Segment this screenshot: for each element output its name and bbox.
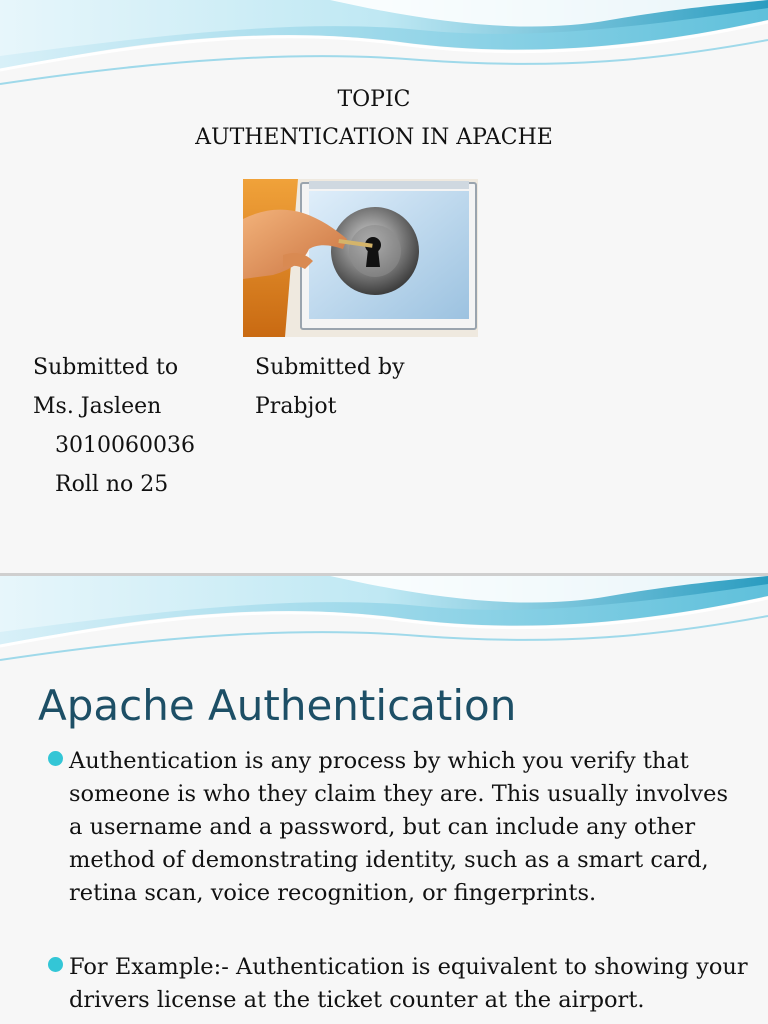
hand-key-keyhole-image [243,179,478,337]
bullet-dot-icon [48,751,63,766]
slide-title: Apache Authentication [38,681,517,730]
roll-number: Roll no 25 [55,472,169,497]
submitted-to-label: Submitted to [33,355,179,380]
bullet-item [48,951,748,1017]
bullet-dot-icon [48,957,63,972]
header-wave-decoration [0,0,768,92]
topic-title: AUTHENTICATION IN APACHE [195,125,553,150]
bullet-text: For Example:- Authentication is equivalent to showing your drivers license at the ticket counter at the airport. [69,954,748,1013]
content-slide [0,576,768,1024]
topic-label: TOPIC [337,87,411,112]
header-wave-decoration [0,576,768,668]
bullet-text: Authentication is any process by which you verify that someone is who they claim they are. This usually involves a username and a password, but can include any other method of demonstrating identity, such as a smart card, retina scan, voice recognition, or fingerprints. [69,748,729,906]
student-id: 3010060036 [55,433,195,458]
bullet-item [48,745,748,910]
submitted-to-name: Ms. Jasleen [33,394,162,419]
submitted-by-name: Prabjot [255,394,337,419]
keyhole-icon [243,179,478,337]
submitted-by-label: Submitted by [255,355,405,380]
